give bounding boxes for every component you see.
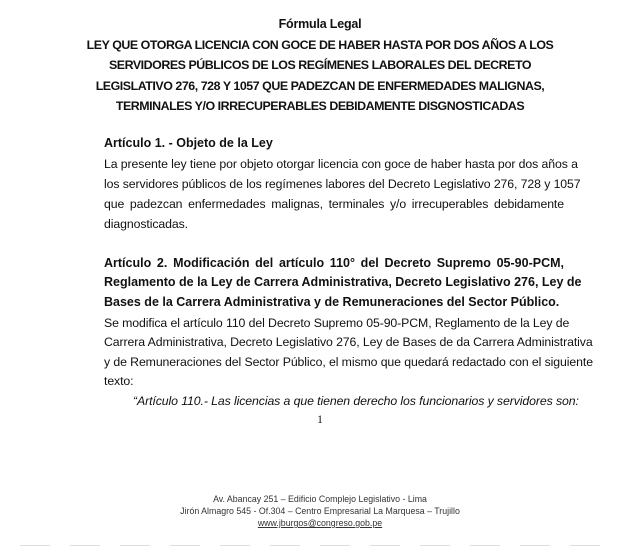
footer-web	[0, 518, 640, 528]
page-number: 1	[317, 414, 323, 426]
article-2-body-line: Carrera Administrativa, Decreto Legislativo 276, Ley de Bases de da Carrera Administrativa	[104, 335, 593, 349]
article-2-body-line: texto:	[104, 374, 134, 388]
law-title-line: TERMINALES Y/O IRRECUPERABLES DEBIDAMENTE DISGNOSTICADAS	[115, 99, 525, 113]
article-2-heading-line: Artículo 2. Modificación del artículo 110° del Decreto Supremo 05-90-PCM,	[104, 256, 564, 270]
article-1-body-line: diagnosticadas.	[104, 217, 188, 231]
article-1-body-line: que padezcan enfermedades malignas, terminales y/o irrecuperables debidamente	[104, 197, 564, 211]
scan-edge-artifact	[20, 545, 620, 546]
article-2-body-line: Se modifica el artículo 110 del Decreto Supremo 05-90-PCM, Reglamento de la Ley de	[104, 316, 570, 330]
article-1-heading: Artículo 1. - Objeto de la Ley	[104, 136, 273, 150]
article-2-heading-line: Reglamento de la Ley de Carrera Administrativa, Decreto Legislativo 276, Ley de	[104, 275, 582, 289]
article-2-body-line: y de Remuneraciones del Sector Público, el mismo que quedará redactado con el siguiente	[104, 355, 593, 369]
article-1-body-line: los servidores públicos de los regímenes labores del Decreto Legislativo 276, 728 y 1057	[104, 177, 581, 191]
document-heading: Fórmula Legal	[278, 17, 362, 31]
article-1-body-line: La presente ley tiene por objeto otorgar licencia con goce de haber hasta por dos años a	[104, 157, 578, 171]
law-title-line: SERVIDORES PÚBLICOS DE LOS REGÍMENES LABORALES DEL DECRETO	[108, 58, 532, 72]
law-title-line: LEY QUE OTORGA LICENCIA CON GOCE DE HABER HASTA POR DOS AÑOS A LOS	[86, 38, 554, 52]
footer-address-lima: Av. Abancay 251 – Edificio Complejo Legislativo - Lima	[213, 494, 427, 504]
law-title-line: LEGISLATIVO 276, 728 Y 1057 QUE PADEZCAN DE ENFERMEDADES MALIGNAS,	[95, 79, 545, 93]
article-2-heading-line: Bases de la Carrera Administrativa y de Remuneraciones del Sector Público.	[104, 295, 560, 309]
article-110-quote: “Artículo 110.- Las licencias a que tienen derecho los funcionarios y servidores son:	[133, 394, 579, 408]
footer-address-trujillo: Jirón Almagro 545 - Of.304 – Centro Empresarial La Marquesa – Trujillo	[180, 506, 460, 516]
footer-web-link[interactable]: www.jburgos@congreso.gob.pe	[257, 518, 383, 528]
